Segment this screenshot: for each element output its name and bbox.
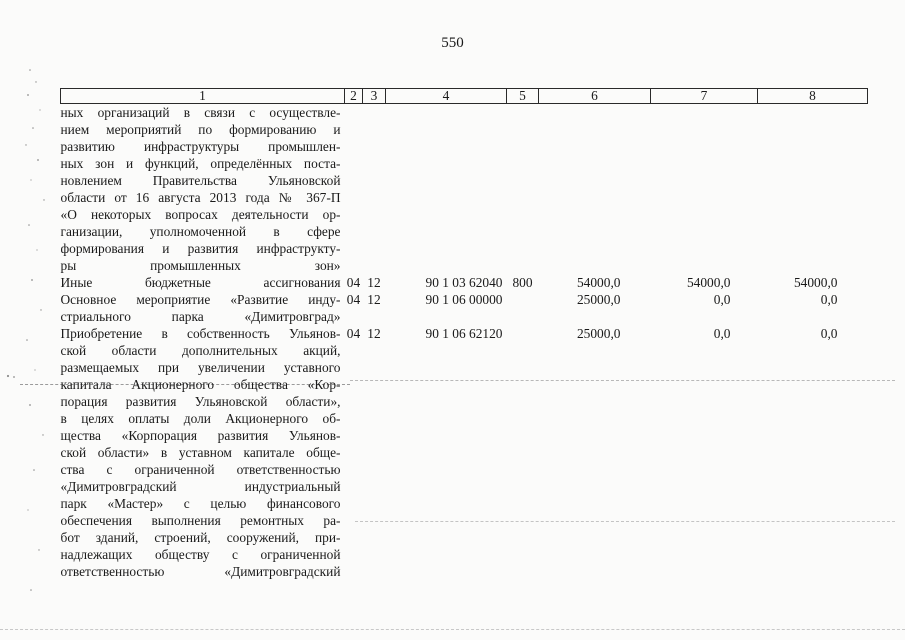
section-code: 04 [346, 326, 361, 341]
expense-type-code [507, 325, 539, 580]
subsection-code: 12 [367, 275, 381, 290]
description-line: Приобретение в собственность Ульянов- [60, 326, 341, 341]
description-line: ства с ограниченной ответственностью [60, 462, 341, 477]
expense-type-code: 800 [512, 275, 533, 290]
description-line: ры промышленных зон» [60, 258, 341, 273]
column-header: 6 [539, 89, 651, 104]
amount-col-6 [539, 104, 651, 275]
amount-col-6: 54000,0 [576, 275, 621, 290]
description-line: формирования и развития инфраструкту- [60, 241, 341, 256]
amount-col-7: 0,0 [713, 292, 731, 307]
budget-table [60, 88, 868, 580]
description-line: парк «Мастер» с целью финансового [60, 496, 341, 511]
expense-type-code [507, 291, 539, 325]
row-description [61, 104, 345, 275]
amount-col-6: 25000,0 [576, 292, 621, 307]
column-header: 1 [61, 89, 345, 104]
column-header: 2 [345, 89, 363, 104]
description-line: ных организаций в связи с осуществле- [60, 105, 341, 120]
description-line: размещаемых при увеличении уставного [60, 360, 341, 375]
description-line: щества «Корпорация развития Ульянов- [60, 428, 341, 443]
description-line: надлежащих обществу с ограниченной [60, 547, 341, 562]
column-header: 7 [651, 89, 758, 104]
section-code: 04 [346, 292, 361, 307]
target-item-code: 90 1 06 62120 [425, 326, 503, 341]
description-line: в целях оплаты доли Акционерного об- [60, 411, 341, 426]
column-header: 5 [507, 89, 539, 104]
section-code: 04 [346, 275, 361, 290]
scan-speckle-decoration [0, 40, 55, 640]
amount-col-8 [758, 104, 868, 275]
column-header: 4 [386, 89, 507, 104]
target-item-code: 90 1 06 00000 [425, 292, 503, 307]
description-line: ганизации, уполномоченной в сфере [60, 224, 341, 239]
amount-col-6: 25000,0 [576, 326, 621, 341]
description-line: обеспечения выполнения ремонтных ра- [60, 513, 341, 528]
description-line: порация развития Ульяновской области», [60, 394, 341, 409]
description-line: новлением Правительства Ульяновской [60, 173, 341, 188]
description-line: нием мероприятий по формированию и [60, 122, 341, 137]
column-header: 3 [363, 89, 386, 104]
column-header: 8 [758, 89, 868, 104]
amount-col-8: 54000,0 [793, 275, 838, 290]
table-header-row [61, 89, 868, 104]
table-row [61, 325, 868, 580]
description-line: ных зон и функций, определённых поста- [60, 156, 341, 171]
row-description [61, 291, 345, 325]
subsection-code [363, 104, 386, 275]
amount-col-7: 0,0 [713, 326, 731, 341]
table-row [61, 291, 868, 325]
target-item-code: 90 1 03 62040 [425, 275, 503, 290]
description-line: «Димитровградский индустриальный [60, 479, 341, 494]
row-description [61, 325, 345, 580]
table-row [61, 104, 868, 275]
amount-col-8: 0,0 [820, 326, 838, 341]
description-line: Иные бюджетные ассигнования [60, 275, 341, 290]
amount-col-7 [651, 104, 758, 275]
description-line: капитала Акционерного общества «Кор- [60, 377, 341, 392]
table-body [61, 104, 868, 581]
description-line: ской области» в уставном капитале обще- [60, 445, 341, 460]
description-line: ской области дополнительных акций, [60, 343, 341, 358]
page-number: 550 [441, 35, 464, 51]
row-description [61, 274, 345, 291]
expense-type-code [507, 104, 539, 275]
description-line: ответственностью «Димитровградский [60, 564, 341, 579]
description-line: «О некоторых вопросах деятельности ор- [60, 207, 341, 222]
section-code [345, 104, 363, 275]
description-line: области от 16 августа 2013 года № 367-П [60, 190, 341, 205]
scan-artifact-line [0, 629, 905, 630]
table-row [61, 274, 868, 291]
description-line: развитию инфраструктуры промышлен- [60, 139, 341, 154]
subsection-code: 12 [367, 292, 381, 307]
target-item-code [386, 104, 507, 275]
description-line: стриального парка «Димитровград» [60, 309, 341, 324]
subsection-code: 12 [367, 326, 381, 341]
amount-col-8: 0,0 [820, 292, 838, 307]
description-line: Основное мероприятие «Развитие инду- [60, 292, 341, 307]
description-line: бот зданий, строений, сооружений, при- [60, 530, 341, 545]
amount-col-7: 54000,0 [686, 275, 731, 290]
